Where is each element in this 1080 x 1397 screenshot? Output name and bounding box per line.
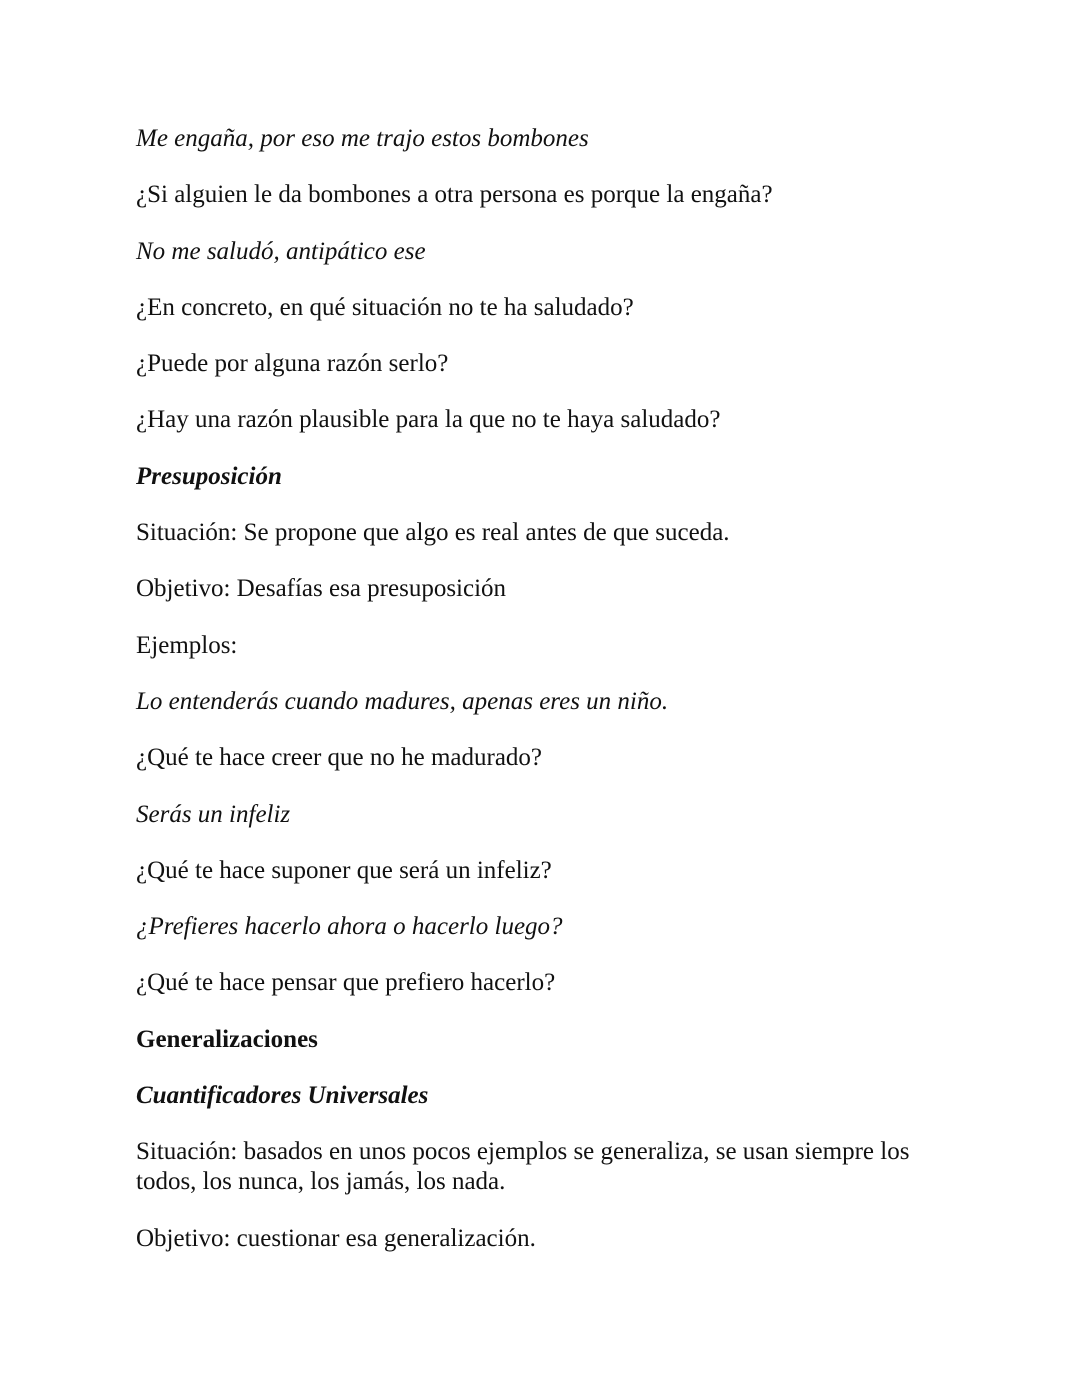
document-page bbox=[136, 124, 936, 1280]
challenge-question: ¿Si alguien le da bombones a otra persona es porque la engaña? bbox=[136, 181, 773, 209]
example-statement: ¿Prefieres hacerlo ahora o hacerlo luego? bbox=[136, 913, 563, 941]
challenge-question: ¿Qué te hace pensar que prefiero hacerlo? bbox=[136, 969, 556, 997]
objective-text: Objetivo: cuestionar esa generalización. bbox=[136, 1224, 536, 1252]
challenge-question: ¿Qué te hace suponer que será un infeliz? bbox=[136, 856, 552, 884]
challenge-question: ¿Puede por alguna razón serlo? bbox=[136, 350, 449, 378]
example-statement: Serás un infeliz bbox=[136, 800, 291, 828]
example-statement: Lo entenderás cuando madures, apenas eres un niño. bbox=[136, 687, 669, 715]
example-statement: Me engaña, por eso me trajo estos bombones bbox=[136, 125, 589, 152]
objective-text: Objetivo: Desafías esa presuposición bbox=[136, 575, 507, 603]
subsection-heading: Cuantificadores Universales bbox=[136, 1082, 429, 1110]
challenge-question: ¿Qué te hace creer que no he madurado? bbox=[136, 744, 543, 772]
situation-text: Situación: basados en unos pocos ejemplos se generaliza, se usan siempre los todos, los nunca, los jamás, los nada. bbox=[136, 1138, 910, 1196]
situation-text: Situación: Se propone que algo es real antes de que suceda. bbox=[136, 519, 730, 547]
challenge-question: ¿Hay una razón plausible para la que no te haya saludado? bbox=[136, 406, 721, 434]
example-statement: No me saludó, antipático ese bbox=[136, 237, 426, 265]
section-heading: Generalizaciones bbox=[136, 1025, 318, 1053]
challenge-question: ¿En concreto, en qué situación no te ha saludado? bbox=[136, 293, 634, 321]
subsection-heading: Presuposición bbox=[136, 462, 282, 490]
examples-label: Ejemplos: bbox=[136, 631, 238, 659]
